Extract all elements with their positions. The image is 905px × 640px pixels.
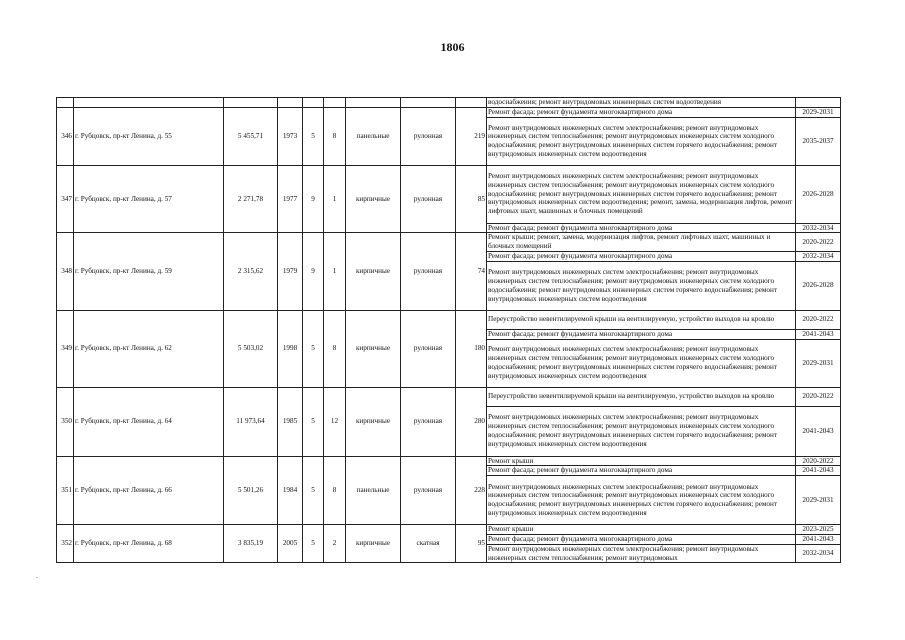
cell-work: Ремонт крыши <box>487 456 796 466</box>
cell-floors <box>303 98 324 108</box>
cell-work: Переустройство невентилируемой крыши на вентилируемую, устройство выходов на кровлю <box>487 310 796 329</box>
cell-roof: рулонная <box>401 107 456 165</box>
table-row <box>57 165 841 223</box>
cell-year: 1985 <box>278 387 303 456</box>
cell-work: Ремонт внутридомовых инженерных систем электроснабжения; ремонт внутридомовых инженерных систем теплоснабжения; ремонт внутридомовых <box>487 544 796 563</box>
cell-work: водоснабжения; ремонт внутридомовых инженерных систем водоотведения <box>487 98 796 108</box>
cell-num: 352 <box>57 525 74 563</box>
cell-entrances: 8 <box>324 107 346 165</box>
cell-floors: 5 <box>303 387 324 456</box>
cell-area: 3 835,19 <box>224 525 278 563</box>
cell-roof: рулонная <box>401 456 456 525</box>
cell-period: 2023-2025 <box>796 525 841 535</box>
cell-year: 1973 <box>278 107 303 165</box>
cell-work: Ремонт внутридомовых инженерных систем электроснабжения; ремонт внутридомовых инженерных систем теплоснабжения; ремонт внутридомовых инженерных систем холодного водоснабжения; ремонт внутридомовых инженерных систем горячего водоснабжения; ремонт внутридомовых инженерных систем водоотведения <box>487 406 796 456</box>
cell-floors: 5 <box>303 107 324 165</box>
cell-apts <box>456 98 487 108</box>
cell-year: 2005 <box>278 525 303 563</box>
cell-area: 5 503,02 <box>224 310 278 387</box>
cell-apts: 180 <box>456 310 487 387</box>
cell-wall <box>346 98 401 108</box>
cell-wall: кирпичные <box>346 233 401 310</box>
cell-apts: 95 <box>456 525 487 563</box>
cell-floors: 9 <box>303 165 324 233</box>
cell-period: 2041-2043 <box>796 406 841 456</box>
cell-wall: кирпичные <box>346 387 401 456</box>
cell-address: г. Рубцовск, пр-кт Ленина, д. 59 <box>74 233 224 310</box>
cell-work: Ремонт фасада; ремонт фундамента многоквартирного дома <box>487 107 796 117</box>
cell-period: 2020-2022 <box>796 310 841 329</box>
cell-area: 11 973,64 <box>224 387 278 456</box>
cell-work: Ремонт крыши <box>487 525 796 535</box>
cell-work: Ремонт внутридомовых инженерных систем электроснабжения; ремонт внутридомовых инженерных систем теплоснабжения; ремонт внутридомовых инженерных систем холодного водоснабжения; ремонт внутридомовых инженерных систем горячего водоснабжения; ремонт внутридомовых инженерных систем водоотведения <box>487 261 796 310</box>
cell-address <box>74 98 224 108</box>
cell-entrances <box>324 98 346 108</box>
scan-mark: - <box>36 575 38 581</box>
table-row <box>57 456 841 466</box>
cell-entrances: 2 <box>324 525 346 563</box>
cell-year: 1984 <box>278 456 303 525</box>
cell-num: 351 <box>57 456 74 525</box>
cell-year: 1998 <box>278 310 303 387</box>
cell-address: г. Рубцовск, пр-кт Ленина, д. 64 <box>74 387 224 456</box>
cell-num: 349 <box>57 310 74 387</box>
cell-num: 347 <box>57 165 74 233</box>
cell-num: 348 <box>57 233 74 310</box>
cell-period: 2029-2031 <box>796 339 841 387</box>
cell-wall: кирпичные <box>346 310 401 387</box>
cell-roof: скатная <box>401 525 456 563</box>
cell-period <box>796 98 841 108</box>
cell-entrances: 12 <box>324 387 346 456</box>
cell-roof: рулонная <box>401 387 456 456</box>
cell-year: 1979 <box>278 233 303 310</box>
table-row <box>57 387 841 406</box>
cell-wall: кирпичные <box>346 165 401 233</box>
cell-work: Ремонт внутридомовых инженерных систем электроснабжения; ремонт внутридомовых инженерных систем теплоснабжения; ремонт внутридомовых инженерных систем холодного водоснабжения; ремонт внутридомовых инженерных систем горячего водоснабжения; ремонт внутридомовых инженерных систем водоотведения; ремонт, замена, модернизация лифтов, ремонт лифтовых шахт, машинных и блочных помещений <box>487 165 796 223</box>
cell-year: 1977 <box>278 165 303 233</box>
cell-period: 2026-2028 <box>796 261 841 310</box>
cell-work: Ремонт фасада; ремонт фундамента многоквартирного дома <box>487 251 796 261</box>
cell-entrances: 1 <box>324 165 346 233</box>
cell-period: 2026-2028 <box>796 165 841 223</box>
cell-work: Ремонт внутридомовых инженерных систем электроснабжения; ремонт внутридомовых инженерных систем теплоснабжения; ремонт внутридомовых инженерных систем холодного водоснабжения; ремонт внутридомовых инженерных систем горячего водоснабжения; ремонт внутридомовых инженерных систем водоотведения <box>487 117 796 165</box>
cell-area: 5 455,71 <box>224 107 278 165</box>
cell-work: Ремонт внутридомовых инженерных систем электроснабжения; ремонт внутридомовых инженерных систем теплоснабжения; ремонт внутридомовых инженерных систем холодного водоснабжения; ремонт внутридомовых инженерных систем горячего водоснабжения; ремонт внутридомовых инженерных систем водоотведения <box>487 476 796 525</box>
cell-year <box>278 98 303 108</box>
cell-apts: 219 <box>456 107 487 165</box>
cell-area: 5 501,26 <box>224 456 278 525</box>
cell-work: Ремонт фасада; ремонт фундамента многоквартирного дома <box>487 534 796 544</box>
cell-roof: рулонная <box>401 165 456 233</box>
cell-wall: кирпичные <box>346 525 401 563</box>
cell-floors: 5 <box>303 456 324 525</box>
cell-address: г. Рубцовск, пр-кт Ленина, д. 57 <box>74 165 224 233</box>
cell-address: г. Рубцовск, пр-кт Ленина, д. 62 <box>74 310 224 387</box>
page-number: 1806 <box>440 40 465 54</box>
cell-num: 346 <box>57 107 74 165</box>
cell-period: 2020-2022 <box>796 387 841 406</box>
cell-area <box>224 98 278 108</box>
cell-entrances: 1 <box>324 233 346 310</box>
table-row <box>57 525 841 535</box>
cell-period: 2029-2031 <box>796 107 841 117</box>
cell-work: Ремонт внутридомовых инженерных систем электроснабжения; ремонт внутридомовых инженерных систем теплоснабжения; ремонт внутридомовых инженерных систем холодного водоснабжения; ремонт внутридомовых инженерных систем горячего водоснабжения; ремонт внутридомовых инженерных систем водоотведения <box>487 339 796 387</box>
table-row <box>57 310 841 329</box>
cell-work: Ремонт фасада; ремонт фундамента многоквартирного дома <box>487 223 796 233</box>
cell-floors: 5 <box>303 525 324 563</box>
cell-apts: 74 <box>456 233 487 310</box>
cell-entrances: 8 <box>324 310 346 387</box>
table-row <box>57 233 841 252</box>
cell-wall: панельные <box>346 456 401 525</box>
cell-num: 350 <box>57 387 74 456</box>
cell-floors: 5 <box>303 310 324 387</box>
cell-work: Ремонт фасада; ремонт фундамента многоквартирного дома <box>487 466 796 476</box>
cell-period: 2041-2043 <box>796 466 841 476</box>
cell-num <box>57 98 74 108</box>
cell-period: 2020-2022 <box>796 456 841 466</box>
cell-apts: 228 <box>456 456 487 525</box>
cell-period: 2020-2022 <box>796 233 841 252</box>
cell-area: 2 315,62 <box>224 233 278 310</box>
cell-roof: рулонная <box>401 310 456 387</box>
cell-period: 2032-2034 <box>796 251 841 261</box>
cell-period: 2035-2037 <box>796 117 841 165</box>
capital-repair-table <box>56 97 841 563</box>
cell-roof <box>401 98 456 108</box>
cell-floors: 9 <box>303 233 324 310</box>
cell-address: г. Рубцовск, пр-кт Ленина, д. 68 <box>74 525 224 563</box>
cell-apts: 280 <box>456 387 487 456</box>
cell-period: 2041-2043 <box>796 534 841 544</box>
cell-period: 2032-2034 <box>796 223 841 233</box>
cell-period: 2032-2034 <box>796 544 841 563</box>
table-body <box>57 98 841 563</box>
table-row <box>57 107 841 117</box>
cell-entrances: 8 <box>324 456 346 525</box>
continuation-row <box>57 98 841 108</box>
cell-wall: панельные <box>346 107 401 165</box>
cell-work: Ремонт фасада; ремонт фундамента многоквартирного дома <box>487 329 796 339</box>
cell-work: Переустройство невентилируемой крыши на вентилируемую, устройство выходов на кровлю <box>487 387 796 406</box>
cell-apts: 85 <box>456 165 487 233</box>
cell-address: г. Рубцовск, пр-кт Ленина, д. 66 <box>74 456 224 525</box>
cell-period: 2029-2031 <box>796 476 841 525</box>
cell-period: 2041-2043 <box>796 329 841 339</box>
cell-roof: рулонная <box>401 233 456 310</box>
cell-address: г. Рубцовск, пр-кт Ленина, д. 55 <box>74 107 224 165</box>
cell-work: Ремонт крыши; ремонт, замена, модернизация лифтов, ремонт лифтовых шахт, машинных и блочных помещений <box>487 233 796 252</box>
cell-area: 2 271,78 <box>224 165 278 233</box>
